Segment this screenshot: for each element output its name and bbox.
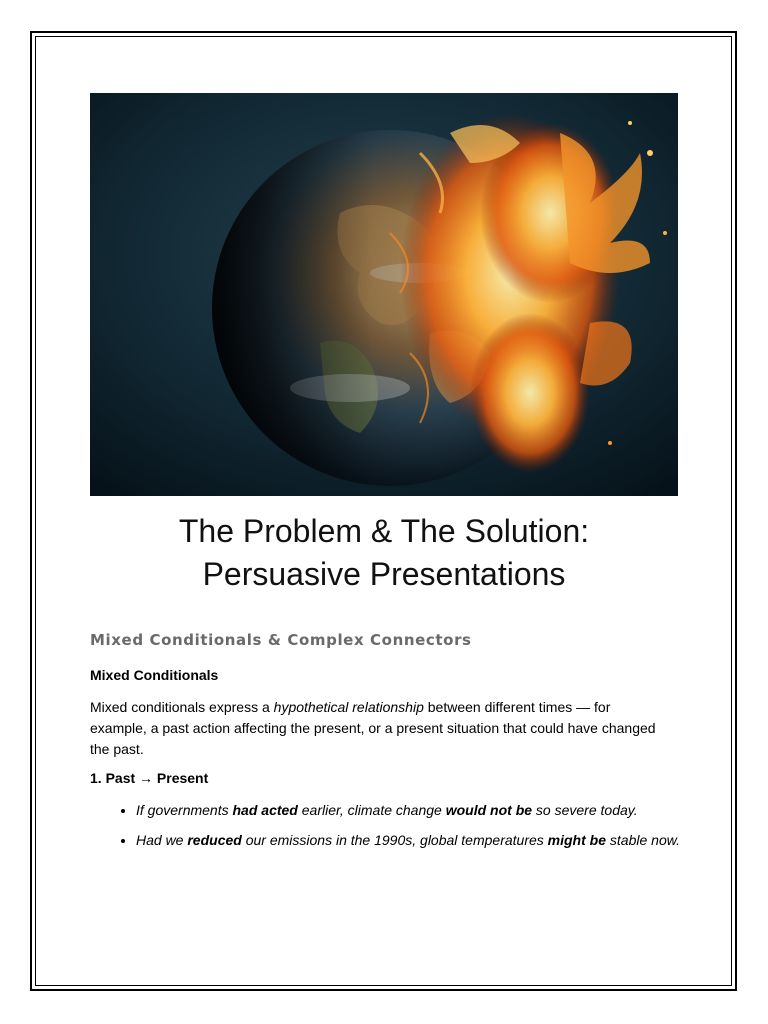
example-bold: would not be xyxy=(445,802,533,818)
page-title xyxy=(90,510,678,596)
example-list xyxy=(110,800,696,860)
burning-earth-image xyxy=(90,93,678,496)
sub-heading: Mixed Conditionals xyxy=(90,667,219,683)
burning-earth-illustration xyxy=(90,93,678,496)
intro-emphasis: hypothetical relationship xyxy=(273,699,424,715)
example-text: Had we xyxy=(136,832,188,848)
section-heading: Mixed Conditionals & Complex Connectors xyxy=(90,631,472,649)
example-bold: had acted xyxy=(232,802,298,818)
example-text: earlier, climate change xyxy=(297,802,446,818)
title-line-1: The Problem & The Solution: xyxy=(178,513,590,549)
example-text: our emissions in the 1990s, global temperatures xyxy=(241,832,548,848)
list-item xyxy=(136,830,696,851)
intro-paragraph xyxy=(90,697,670,760)
intro-text-2: between different times — for example, a past action affecting the present, or a present situation that could have changed the past. xyxy=(90,699,656,757)
point-heading: 1. Past → Present xyxy=(90,770,209,786)
intro-text-1: Mixed conditionals express a xyxy=(90,699,274,715)
example-text: If governments xyxy=(136,802,233,818)
example-text: so severe today. xyxy=(532,802,638,818)
title-line-2: Persuasive Presentations xyxy=(202,556,566,592)
example-text: stable now. xyxy=(606,832,680,848)
list-item xyxy=(136,800,696,821)
example-bold: might be xyxy=(547,832,607,848)
example-bold: reduced xyxy=(187,832,242,848)
